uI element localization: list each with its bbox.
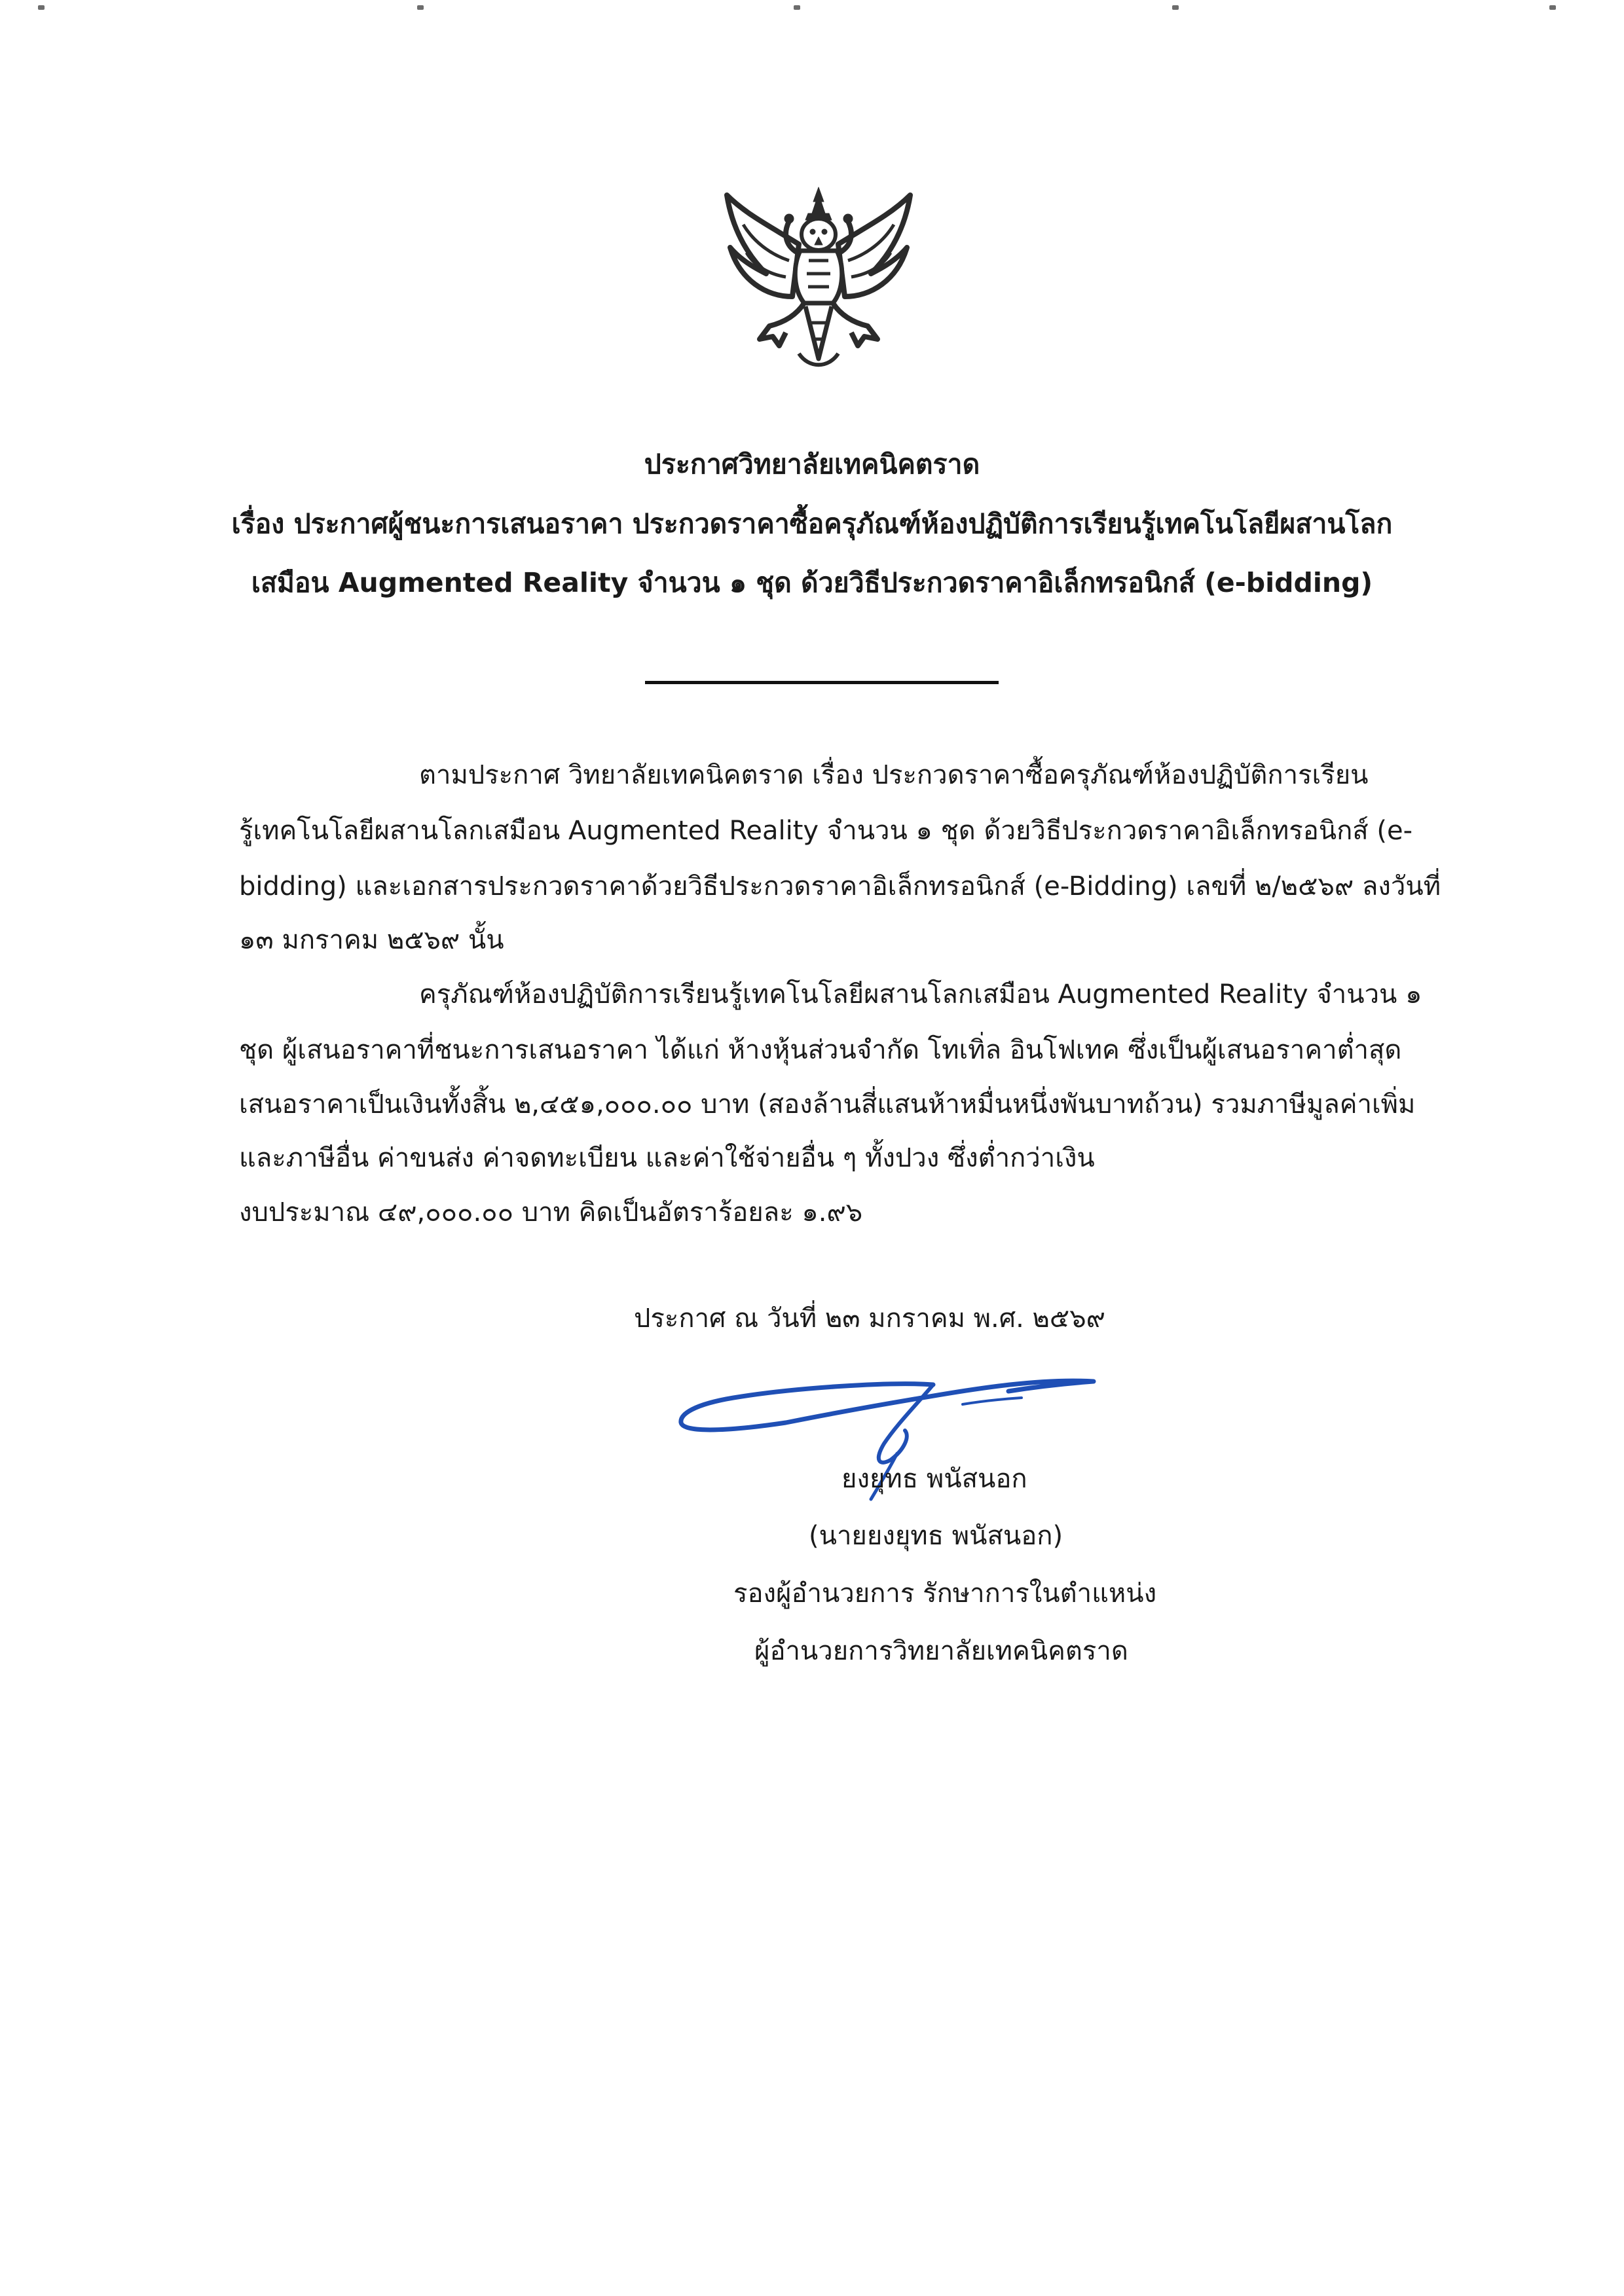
paragraph-1-line: ๑๓ มกราคม ๒๕๖๙ นั้น [239, 925, 504, 955]
paragraph-1-line: ตามประกาศ วิทยาลัยเทคนิคตราด เรื่อง ประกวดราคาซื้อครุภัณฑ์ห้องปฏิบัติการเรียน [419, 760, 1369, 790]
document-title: ประกาศวิทยาลัยเทคนิคตราด [644, 448, 980, 480]
subject-line-2: เสมือน Augmented Reality จำนวน ๑ ชุด ด้วยวิธีประกวดราคาอิเล็กทรอนิกส์ (e-bidding) [251, 567, 1373, 598]
scan-mark [1172, 5, 1179, 10]
paragraph-2-line: เสนอราคาเป็นเงินทั้งสิ้น ๒,๔๕๑,๐๐๐.๐๐ บาท (สองล้านสี่แสนห้าหมื่นหนึ่งพันบาทถ้วน) รวมภาษีมูลค่าเพิ่ม [239, 1089, 1416, 1120]
announcement-date: ประกาศ ณ วันที่ ๒๓ มกราคม พ.ศ. ๒๕๖๙ [634, 1303, 1105, 1334]
scan-mark [417, 5, 424, 10]
title-divider [645, 681, 999, 684]
signer-position-line-1: รองผู้อำนวยการ รักษาการในตำแหน่ง [733, 1578, 1157, 1609]
paragraph-1-line: bidding) และเอกสารประกวดราคาด้วยวิธีประกวดราคาอิเล็กทรอนิกส์ (e-Bidding) เลขที่ ๒/๒๕๖๙ ลงวันที่ [239, 871, 1441, 902]
scan-mark [38, 5, 45, 10]
signer-full-name: (นายยงยุทธ พนัสนอก) [809, 1521, 1063, 1551]
paragraph-2-line: ครุภัณฑ์ห้องปฏิบัติการเรียนรู้เทคโนโลยีผสานโลกเสมือน Augmented Reality จำนวน ๑ [419, 979, 1422, 1010]
signer-position-line-2: ผู้อำนวยการวิทยาลัยเทคนิคตราด [754, 1636, 1128, 1666]
scan-mark [794, 5, 800, 10]
signer-name: ยงยุทธ พนัสนอก [841, 1464, 1027, 1494]
scan-mark [1549, 5, 1556, 10]
subject-line-1: เรื่อง ประกาศผู้ชนะการเสนอราคา ประกวดราคาซื้อครุภัณฑ์ห้องปฏิบัติการเรียนรู้เทคโนโลยีผสานโลก [231, 508, 1393, 539]
paragraph-2-line: ชุด ผู้เสนอราคาที่ชนะการเสนอราคา ได้แก่ ห้างหุ้นส่วนจำกัด โทเทิ่ล อินโฟเทค ซึ่งเป็นผู้เสนอราคาต่ำสุด [239, 1035, 1402, 1065]
paragraph-2-line: และภาษีอื่น ค่าขนส่ง ค่าจดทะเบียน และค่าใช้จ่ายอื่น ๆ ทั้งปวง ซึ่งต่ำกว่าเงิน [239, 1143, 1095, 1173]
paragraph-2-line: งบประมาณ ๔๙,๐๐๐.๐๐ บาท คิดเป็นอัตราร้อยละ ๑.๙๖ [239, 1197, 863, 1228]
garuda-emblem-icon [720, 182, 917, 378]
paragraph-1-line: รู้เทคโนโลยีผสานโลกเสมือน Augmented Reality จำนวน ๑ ชุด ด้วยวิธีประกวดราคาอิเล็กทรอนิกส์ (e- [239, 816, 1413, 846]
